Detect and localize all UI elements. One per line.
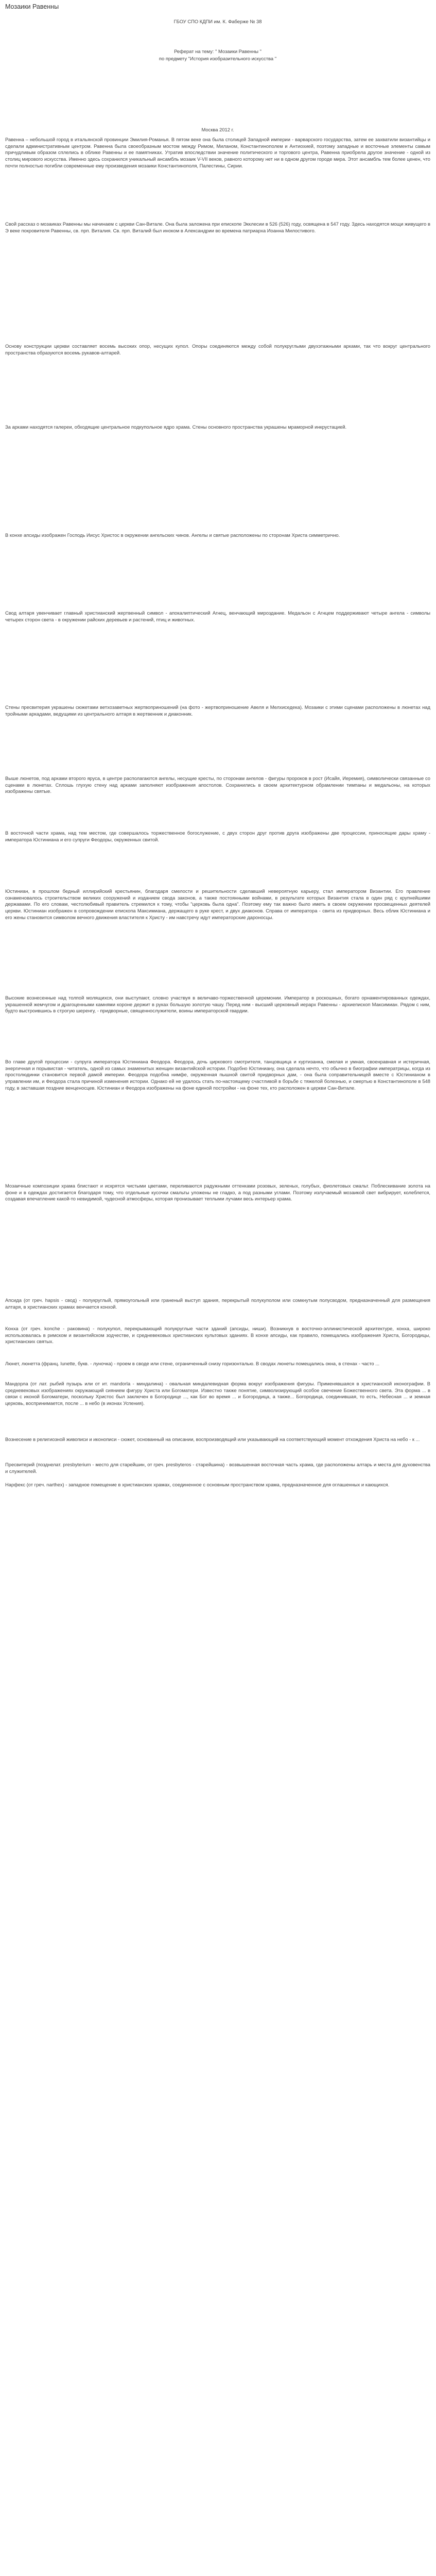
paragraph: Мозаичные композиции храма блистают и искрятся чистыми цветами, переливаются радужными оттенками розовых, зеленых, голубых, фиолетовых смальт. Поблескивание золота на фоне и в одеждах достигается благодаря тому, что отдельные кусочки смальты уложены не гладко, а под разными углами. Поэтому излучаемый мозаикой свет вибрирует, колеблется, создавая впечатление какой-то невидимой, чудесной атмосферы, которая пронизывает теплыми лучами весь интерьер храма. xyxy=(5,1183,430,1202)
paragraph: Апсида (от греч. hapsis - свод) - полукруглый, прямоугольный или граненый выступ здания, перекрытый полукуполом или сомкнутым полусводом, предназначенный для размещения алтаря, в христианских храмах венчается конхой. xyxy=(5,1297,430,1310)
cover-date: Москва 2012 г. xyxy=(201,127,234,132)
cover-title: Реферат на тему: " Мозаики Равенны " xyxy=(174,48,261,54)
paragraph: Свой рассказ о мозаиках Равенны мы начинаем с церкви Сан-Витале. Она была заложена при епископе Экклесии в 526 (526) году, освящена в 547 году. Здесь находятся мощи живущего в Э веке покровителя Равенны, св. прп. Виталия. Св. прп. Виталий был иноком в Александрии во времена патриарха Иоанна Милостивого. xyxy=(5,221,430,233)
paragraph: Люнет, люнетта (франц. lunette, букв. - луночка) - проем в своде или стене, ограниченный снизу горизонталью. В сводах люнеты помещались окна, в стенах - часто ... xyxy=(5,1361,380,1366)
paragraph: В восточной части храма, над тем местом, где совершалось торжественное богослужение, с двух сторон друг против друга изображены две процессии, приносящие дары храму - императора Юстиниана и его супруги Феодоры, окруженных свитой. xyxy=(5,830,430,842)
paragraph: Мандорла (от лат. рыбий пузырь или от ит. mandorla - миндалина) - овальная миндалевидная форма вокруг изображения фигуры. Применявшаяся в христианской иконографии. В средневековых изображениях окружающий сиянием фигуру Христа или Богоматери. Известно также понятие, символизирующий особое свечение Божественного света. Эта форма ... в связи с иконой Богоматери, поскольку Христос был заключен в Богородице ..., как Бог во время ... и Богородица, а также... Богородица, соединившая, то есть, Небесная ... и земная церковь, воспринимается, после ... в небо (в иконах Успения). xyxy=(5,1381,430,1406)
paragraph: За арками находятся галереи, обходящие центральное подкупольное ядро храма. Стены основного пространства украшены мраморной инкрустацией. xyxy=(5,424,347,430)
document-title: Мозаики Равенны xyxy=(5,3,59,10)
paragraph: Равенна – небольшой город в итальянской провинции Эмилия-Романья. В пятом веке она была столицей Западной империи - варварского государства, затем ее захватили византийцы и сделали административным центром. Равенна была своеобразным мостом между Римом, Миланом, Константинополем и Антиохией, поэтому западные и восточные элементы самым причудливым образом сплелись в облике Равенны и ее памятниках. Утратив впоследствии значение политического и торгового центра, Равенна приобрела другое значение - одной из столиц мирового искусства. Именно здесь сохранился уникальный ансамбль мозаик V-VII веков, равного которому нет ни в одном другом городе мира. Этот ансамбль тем более ценен, что почти полностью погибли современные ему произведения мозаики Константинополя, Палестины, Сирии. xyxy=(5,137,430,168)
paragraph: Юстиниан, в прошлом бедный иллирийский крестьянин, благодаря смелости и решительности сделавший невероятную карьеру, стал императором Византии. Его правление ознаменовалось строительством великих сооружений и изданием свода законов, а также постоянными войнами, в результате которых Византия стала в один ряд с крупнейшими державами. По его словам, честолюбивый правитель стремился к тому, чтобы "церковь была одна". Поэтому ему так важно было иметь в своем окружении просвещенных деятелей церкви. Юстиниан изображен в сопровождении епископа Максимиана, держащего в руке крест, и двух диаконов. Справа от императора - свита из придворных. Весь облик Юстиниана и его жены становится символом вечного движения властителя к Христу - им навстречу идут императорские дароносцы. xyxy=(5,888,430,920)
paragraph: Пресвитерий (позднелат. presbyterium - место для старейшин, от греч. presbyteros - старейшина) - возвышенная восточная часть храма, где расположены алтарь и места для духовенства и служителей. xyxy=(5,1462,430,1474)
document-header: ГБОУ СПО КДПИ им. К. Фаберже № 38 xyxy=(173,19,262,24)
paragraph: Выше люнетов, под арками второго яруса, в центре располагаются ангелы, несущие кресты, по сторонам ангелов - фигуры пророков в рост (Исайя, Иеремия), символически связанные со сценами в люнетах. Сплошь глухую стену над арками заполняют изображения апостолов. Сохранились в своем архитектурном обрамлении тимпаны и медальоны, на которых изображены святые. xyxy=(5,775,430,794)
paragraph: Свод алтаря увенчивает главный христианский жертвенный символ - апокалиптический Агнец, венчающий мироздание. Медальон с Агнцем поддерживают четыре ангела - символы четырех сторон света - в окружении райских деревьев и растений, птиц и животных. xyxy=(5,610,430,622)
paragraph: Стены пресвитерия украшены сюжетами ветхозаветных жертвоприношений (на фото - жертвоприношение Авеля и Мелхиседека). Мозаики с этими сценами расположены в люнетах над тройными аркадами, ведущими из центрального алтаря в жертвенник и диаконник. xyxy=(5,704,430,717)
paragraph: Во главе другой процессии - супруга императора Юстиниана Феодора. Феодора, дочь циркового смотрителя, танцовщица и куртизанка, смелая и умная, своенравная и истеричная, энергичная и порывистая - читатель, одной из самых знаменитых женщин византийской истории. Подобно Юстиниану, она сделала нечто, что обычно в биографии императрицы, когда из простолюдинки становится первой дамой империи. Феодора подобна нимфе, окруженная пышной свитой придворных дам, - она была соправительницей вместе с Юстинианом в управлении им, и Феодора стала причиной изменения истории. Однако ей не удалось стать по-настоящему счастливой в борьбе с тяжелой болезнью, и смертью в Константинополе в 548 году, в заставшая поздние венценосцев. Юстиниан и Феодора изображены на фоне единой постройки - на фоне тех, кто расположен в церкви Сан-Витале. xyxy=(5,1059,430,1091)
paragraph: Высокие вознесенные над толпой молящихся, они выступают, словно участвуя в величаво-торжественной церемонии. Император в роскошных, богато орнаментированных одеждах, украшенной жемчугом и драгоценными камнями короне держит в руках большую золотую чашу. Перед ним - высший церковный иерарх Равенны - архиепископ Максимиан. Рядом с ним, будто выстроившись в строгую шеренгу, - придворные, священнослужители, воины императорской гвардии. xyxy=(5,995,430,1014)
paragraph: В конхе апсиды изображен Господь Иисус Христос в окружении ангельских чинов. Ангелы и святые расположены по сторонам Христа симметрично. xyxy=(5,532,340,538)
paragraph: Основу конструкции церкви составляет восемь высоких опор, несущих купол. Опоры соединяются между собой полукруглыми двухэтажными арками, так что вокруг центрального пространства образуются восемь рукавов-алтарей. xyxy=(5,343,430,355)
paragraph: Конха (от греч. konche - раковина) - полукупол, перекрывающий полукруглые части зданий (апсиды, ниши). Возникнув в восточно-эллинистической архитектуре, конха, широко использовалась в римском и византийском зодчестве, и средневековых христианских культовых зданиях. В конхе апсиды, как правило, помещались изображения Христа, Богородицы, христианских святых. xyxy=(5,1326,430,1345)
cover-subject: по предмету "История изобразительного искусства " xyxy=(159,56,277,61)
paragraph: Нарфекс (от греч. narthex) - западное помещение в христианских храмах, соединенное с основным пространством храма, предназначенное для оглашенных и кающихся. xyxy=(5,1482,390,1487)
paragraph: Вознесение в религиозной живописи и иконописи - сюжет, основанный на описании, воспроизводящий или указывающий на соответствующий момент отхождения Христа на небо - к ... xyxy=(5,1436,420,1442)
